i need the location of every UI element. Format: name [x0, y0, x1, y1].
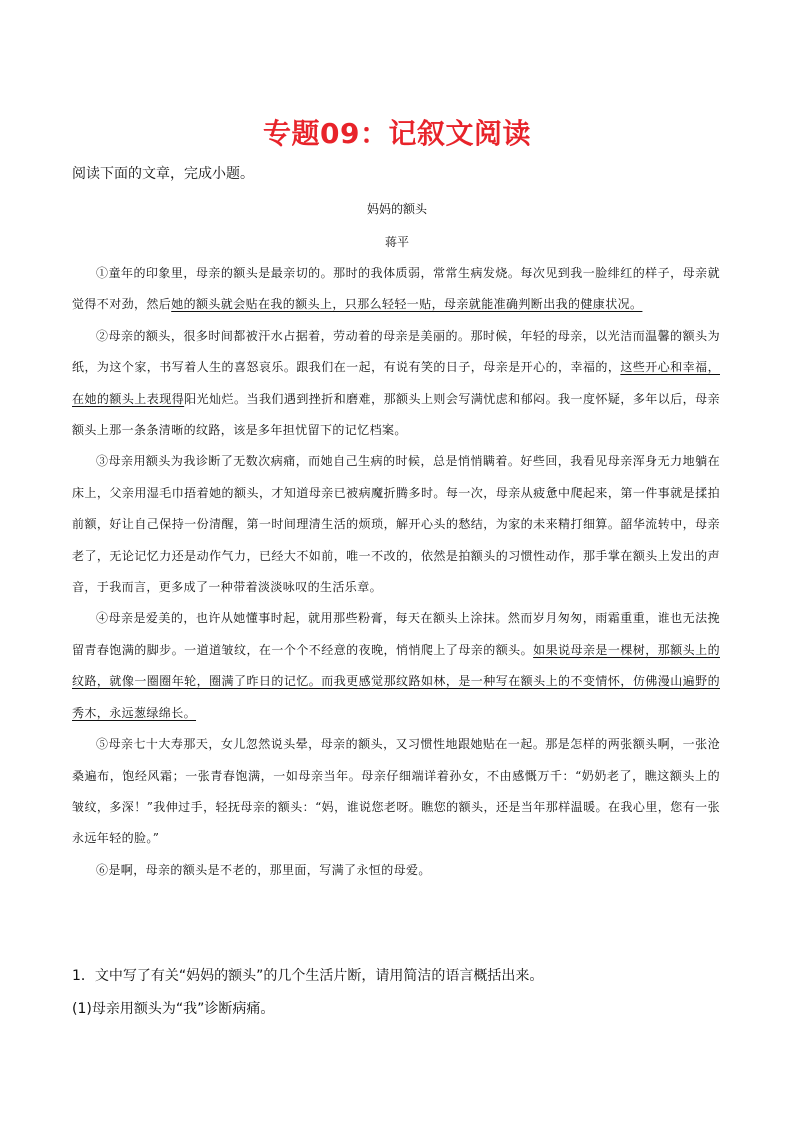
paragraph: ③母亲用额头为我诊断了无数次病痛，而她自己生病的时候，总是悄悄瞒着。好些回，我看见母亲浑身无力地躺在床上，父亲用湿毛巾捂着她的额头，才知道母亲已被病魔折腾多时。每一次，母亲从疲惫中爬起来，第一件事就是揉拍前额，好让自己保持一份清醒，第一时间理清生活的烦琐，解开心头的愁结，为家的未来精打细算。韶华流转中，母亲老了，无论记忆力还是动作气力，已经大不如前，唯一不改的，依然是拍额头的习惯性动作，那手掌在额头上发出的声音，于我而言，更多成了一种带着淡淡咏叹的生活乐章。 — [72, 454, 720, 595]
article-title: 妈妈的额头 — [366, 202, 427, 216]
paragraph: ⑥是啊，母亲的额头是不老的，那里面，写满了永恒的母爱。 — [96, 862, 431, 877]
question-prompt: 1．文中写了有关“妈妈的额头”的几个生活片断，请用简洁的语言概括出来。 — [72, 968, 544, 984]
question-answer-item: (1)母亲用额头为“我”诊断病痛。 — [72, 1001, 275, 1017]
article-body — [72, 258, 720, 886]
paragraph: ④母亲是爱美的，也许从她懂事时起，就用那些粉膏，每天在额头上涂抹。然而岁月匆匆，雨霜重重，谁也无法挽留青春饱满的脚步。一道道皱纹，在一个个不经意的夜晚，悄悄爬上了母亲的额头。如果说母亲是一棵树，那额头上的纹路，就像一圈圈年轮，圈满了昨日的记忆。而我更感觉那纹路如林，是一种写在额头上的不变情怀，仿佛漫山遍野的秀木，永远葱绿绵长。 — [72, 611, 720, 720]
underlined-sentence: 这些开心和幸福，在她的额头上表现得 — [72, 360, 720, 406]
underlined-sentence: 如果说母亲是一棵树，那额头上的纹路，就像一圈圈年轮，圈满了昨日的记忆。而我更感觉那纹路如林，是一种写在额头上的不变情怀，仿佛漫山遍野的秀木，永远葱绿绵长。 — [72, 642, 720, 720]
article-author: 蒋平 — [384, 235, 409, 249]
underlined-sentence: 她的额头就会贴在我的额头上，只那么轻轻一贴，母亲就能准确判断出我的健康状况。 — [171, 297, 643, 312]
question-section — [72, 960, 732, 1026]
reading-instruction: 阅读下面的文章，完成小题。 — [72, 166, 254, 182]
paragraph: ②母亲的额头，很多时间都被汗水占据着，劳动着的母亲是美丽的。那时候，年轻的母亲，以光洁而温馨的额头为纸，为这个家，书写着人生的喜怒哀乐。跟我们在一起，有说有笑的日子，母亲是开心的，幸福的，这些开心和幸福，在她的额头上表现得阳光灿烂。当我们遇到挫折和磨难，那额头上则会写满忧虑和郁闷。我一度怀疑，多年以后，母亲额头上那一条条清晰的纹路，该是多年担忧留下的记忆档案。 — [72, 328, 720, 438]
page-title: 专题09：记叙文阅读 — [263, 117, 531, 150]
paragraph: ①童年的印象里，母亲的额头是最亲切的。那时的我体质弱，常常生病发烧。每次见到我一脸绯红的样子，母亲就觉得不对劲，然后她的额头就会贴在我的额头上，只那么轻轻一贴，母亲就能准确判断出我的健康状况。 — [72, 266, 720, 312]
paragraph: ⑤母亲七十大寿那天，女儿忽然说头晕，母亲的额头，又习惯性地跟她贴在一起。那是怎样的两张额头啊，一张沧桑遍布，饱经风霜；一张青春饱满，一如母亲当年。母亲仔细端详着孙女，不由感慨万千：“奶奶老了，瞧这额头上的皱纹，多深！”我伸过手，轻抚母亲的额头：“妈，谁说您老呀。瞧您的额头，还是当年那样温暖。在我心里，您有一张永远年轻的脸。” — [72, 737, 720, 846]
